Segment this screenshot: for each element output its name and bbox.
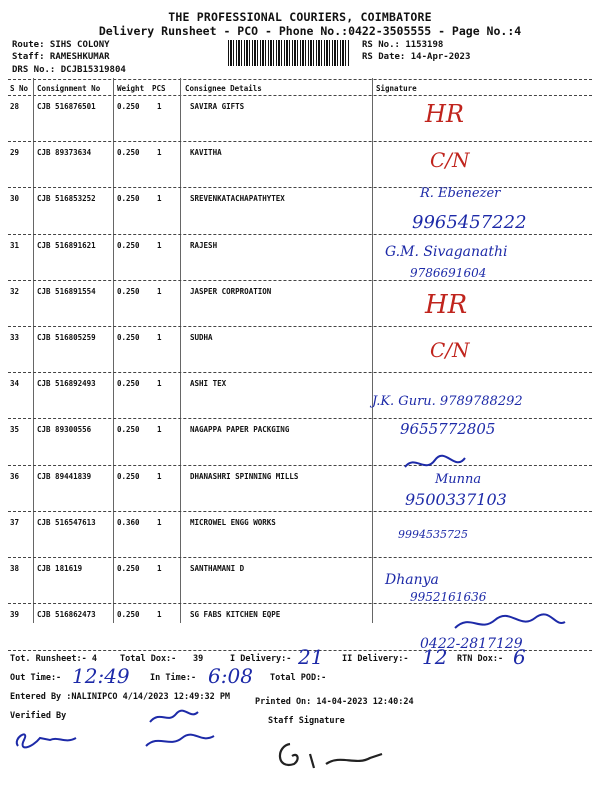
row-pcs: 1 bbox=[157, 102, 162, 111]
row-consignment-no: CJB 516876501 bbox=[37, 102, 96, 111]
row-weight: 0.250 bbox=[117, 564, 140, 573]
drs-number: DRS No.: DCJB15319804 bbox=[12, 65, 126, 75]
row-divider bbox=[8, 603, 592, 604]
row-pcs: 1 bbox=[157, 610, 162, 620]
handwritten-phone: 9994535725 bbox=[398, 528, 468, 541]
row-pcs: 1 bbox=[157, 240, 162, 250]
i-delivery-value: 21 bbox=[298, 645, 324, 669]
ii-delivery-label: II Delivery:- bbox=[342, 654, 409, 664]
entered-by: Entered By :NALINIPCO 4/14/2023 12:49:32 PM bbox=[10, 692, 231, 702]
handwritten-cn: C/N bbox=[430, 338, 470, 362]
tot-runsheet: Tot. Runsheet:- 4 bbox=[10, 654, 97, 664]
out-time-value: 12:49 bbox=[72, 664, 130, 688]
handwritten-name: G.M. Sivaganathi bbox=[385, 244, 508, 260]
col-weight: Weight bbox=[117, 84, 145, 93]
handwritten-hr: HR bbox=[425, 100, 464, 128]
row-sno: 32 bbox=[10, 286, 20, 296]
col-signature: Signature bbox=[376, 84, 417, 93]
handwritten-phone: 9965457222 bbox=[412, 212, 527, 233]
out-time-label: Out Time:- bbox=[10, 673, 62, 683]
row-pcs: 1 bbox=[157, 194, 162, 204]
row-sno: 31 bbox=[10, 240, 20, 250]
handwritten-name: R. Ebenezer bbox=[420, 186, 501, 201]
col-pcs: PCS bbox=[152, 84, 166, 93]
verifier-signature bbox=[10, 718, 80, 754]
runsheet-subtitle: Delivery Runsheet - PCO - Phone No.:0422-3505555 - Page No.:4 bbox=[98, 24, 522, 38]
row-sno: 35 bbox=[10, 425, 20, 435]
row-consignee: SREVENKATACHAPATHYTEX bbox=[190, 194, 285, 204]
row-weight: 0.250 bbox=[117, 286, 140, 296]
row-consignee: DHANASHRI SPINNING MILLS bbox=[190, 471, 299, 481]
col-consignment: Consignment No bbox=[37, 84, 101, 93]
staff-label: Staff: RAMESHKUMAR bbox=[12, 52, 110, 62]
handwritten-hr: HR bbox=[425, 290, 468, 320]
row-weight: 0.250 bbox=[117, 240, 140, 250]
row-sno: 30 bbox=[10, 194, 20, 204]
row-divider bbox=[8, 372, 592, 373]
row-consignee: NAGAPPA PAPER PACKGING bbox=[190, 425, 290, 435]
route-label: Route: SIHS COLONY bbox=[12, 40, 110, 50]
in-time-value: 6:08 bbox=[208, 664, 253, 688]
row-divider bbox=[8, 234, 592, 235]
row-weight: 0.250 bbox=[117, 610, 140, 620]
row-divider bbox=[8, 511, 592, 512]
row-pcs: 1 bbox=[157, 471, 162, 481]
row-sno: 36 bbox=[10, 471, 20, 481]
rtn-dox-label: RTN Dox:- bbox=[457, 654, 504, 664]
row-consignment-no: CJB 89300556 bbox=[37, 425, 92, 435]
row-consignment-no: CJB 516805259 bbox=[37, 333, 96, 342]
row-sno: 37 bbox=[10, 517, 20, 527]
row-consignment-no: CJB 516892493 bbox=[37, 379, 96, 389]
row-consignment-no: CJB 516891554 bbox=[37, 286, 96, 296]
row-weight: 0.250 bbox=[117, 102, 140, 111]
header-top-rule bbox=[8, 79, 592, 80]
handwritten-cn: C/N bbox=[430, 148, 470, 172]
row-consignment-no: CJB 516547613 bbox=[37, 517, 96, 527]
row-consignment-no: CJB 516862473 bbox=[37, 610, 96, 620]
handwritten-phone: 9786691604 bbox=[410, 266, 487, 280]
signature-scribble bbox=[400, 452, 470, 477]
printed-on: Printed On: 14-04-2023 12:40:24 bbox=[255, 697, 414, 707]
signature-scribble bbox=[450, 608, 570, 638]
row-consignee: JASPER CORPROATION bbox=[190, 286, 272, 296]
header-bottom-rule bbox=[8, 95, 592, 96]
row-weight: 0.250 bbox=[117, 333, 140, 342]
col-consignee: Consignee Details bbox=[185, 84, 262, 93]
rs-date: RS Date: 14-Apr-2023 bbox=[362, 52, 471, 62]
staff-signature-label: Staff Signature bbox=[268, 716, 345, 726]
row-sno: 38 bbox=[10, 564, 20, 573]
row-divider bbox=[8, 557, 592, 558]
col-sno: S No bbox=[10, 84, 29, 93]
row-divider bbox=[8, 418, 592, 419]
row-pcs: 1 bbox=[157, 333, 162, 342]
row-consignee: KAVITHA bbox=[190, 148, 222, 158]
row-consignment-no: CJB 89441839 bbox=[37, 471, 92, 481]
row-sno: 34 bbox=[10, 379, 20, 389]
row-consignee: SG FABS KITCHEN EQPE bbox=[190, 610, 281, 620]
handwritten-phone: 9655772805 bbox=[400, 420, 496, 438]
row-pcs: 1 bbox=[157, 517, 162, 527]
row-consignee: MICROWEL ENGG WORKS bbox=[190, 517, 276, 527]
handwritten-phone: 9500337103 bbox=[405, 490, 507, 509]
row-pcs: 1 bbox=[157, 425, 162, 435]
ii-delivery-value: 12 bbox=[422, 645, 448, 669]
row-pcs: 1 bbox=[157, 564, 162, 573]
row-pcs: 1 bbox=[157, 379, 162, 389]
row-consignment-no: CJB 181619 bbox=[37, 564, 83, 573]
rtn-dox-value: 6 bbox=[513, 645, 526, 669]
row-consignment-no: CJB 89373634 bbox=[37, 148, 92, 158]
row-consignment-no: CJB 516891621 bbox=[37, 240, 96, 250]
row-divider bbox=[8, 326, 592, 327]
row-weight: 0.250 bbox=[117, 379, 140, 389]
row-weight: 0.250 bbox=[117, 194, 140, 204]
row-pcs: 1 bbox=[157, 286, 162, 296]
in-time-label: In Time:- bbox=[150, 673, 197, 683]
row-consignee: SAVIRA GIFTS bbox=[190, 102, 245, 111]
row-weight: 0.250 bbox=[117, 148, 140, 158]
row-consignee: RAJESH bbox=[190, 240, 218, 250]
row-consignee: SANTHAMANI D bbox=[190, 564, 245, 573]
total-dox-value: 39 bbox=[193, 654, 204, 664]
row-weight: 0.360 bbox=[117, 517, 140, 527]
row-consignment-no: CJB 516853252 bbox=[37, 194, 96, 204]
rs-number: RS No.: 1153198 bbox=[362, 40, 444, 50]
handwritten-name: Munna bbox=[435, 472, 482, 487]
row-pcs: 1 bbox=[157, 148, 162, 158]
row-sno: 29 bbox=[10, 148, 20, 158]
total-dox-label: Total Dox:- bbox=[120, 654, 177, 664]
i-delivery-label: I Delivery:- bbox=[230, 654, 292, 664]
handwritten-phone: 9952161636 bbox=[410, 590, 487, 604]
row-consignee: SUDHA bbox=[190, 333, 213, 342]
row-divider bbox=[8, 187, 592, 188]
handwritten-name: Dhanya bbox=[385, 572, 439, 588]
row-divider bbox=[8, 465, 592, 466]
row-sno: 28 bbox=[10, 102, 20, 111]
runsheet-title: THE PROFESSIONAL COURIERS, COIMBATORE bbox=[168, 10, 432, 24]
row-divider bbox=[8, 280, 592, 281]
barcode bbox=[228, 40, 350, 66]
row-sno: 39 bbox=[10, 610, 20, 620]
row-weight: 0.250 bbox=[117, 471, 140, 481]
staff-signature bbox=[270, 724, 390, 780]
row-divider bbox=[8, 141, 592, 142]
row-weight: 0.250 bbox=[117, 425, 140, 435]
row-sno: 33 bbox=[10, 333, 20, 342]
verified-by-label: Verified By bbox=[10, 711, 67, 721]
row-consignee: ASHI TEX bbox=[190, 379, 227, 389]
handwritten-signature: J.K. Guru. 9789788292 bbox=[372, 394, 523, 409]
verifier-initials bbox=[140, 704, 220, 754]
handwritten-phone: 0422-2817129 bbox=[420, 636, 523, 652]
total-pod-label: Total POD:- bbox=[270, 673, 327, 683]
